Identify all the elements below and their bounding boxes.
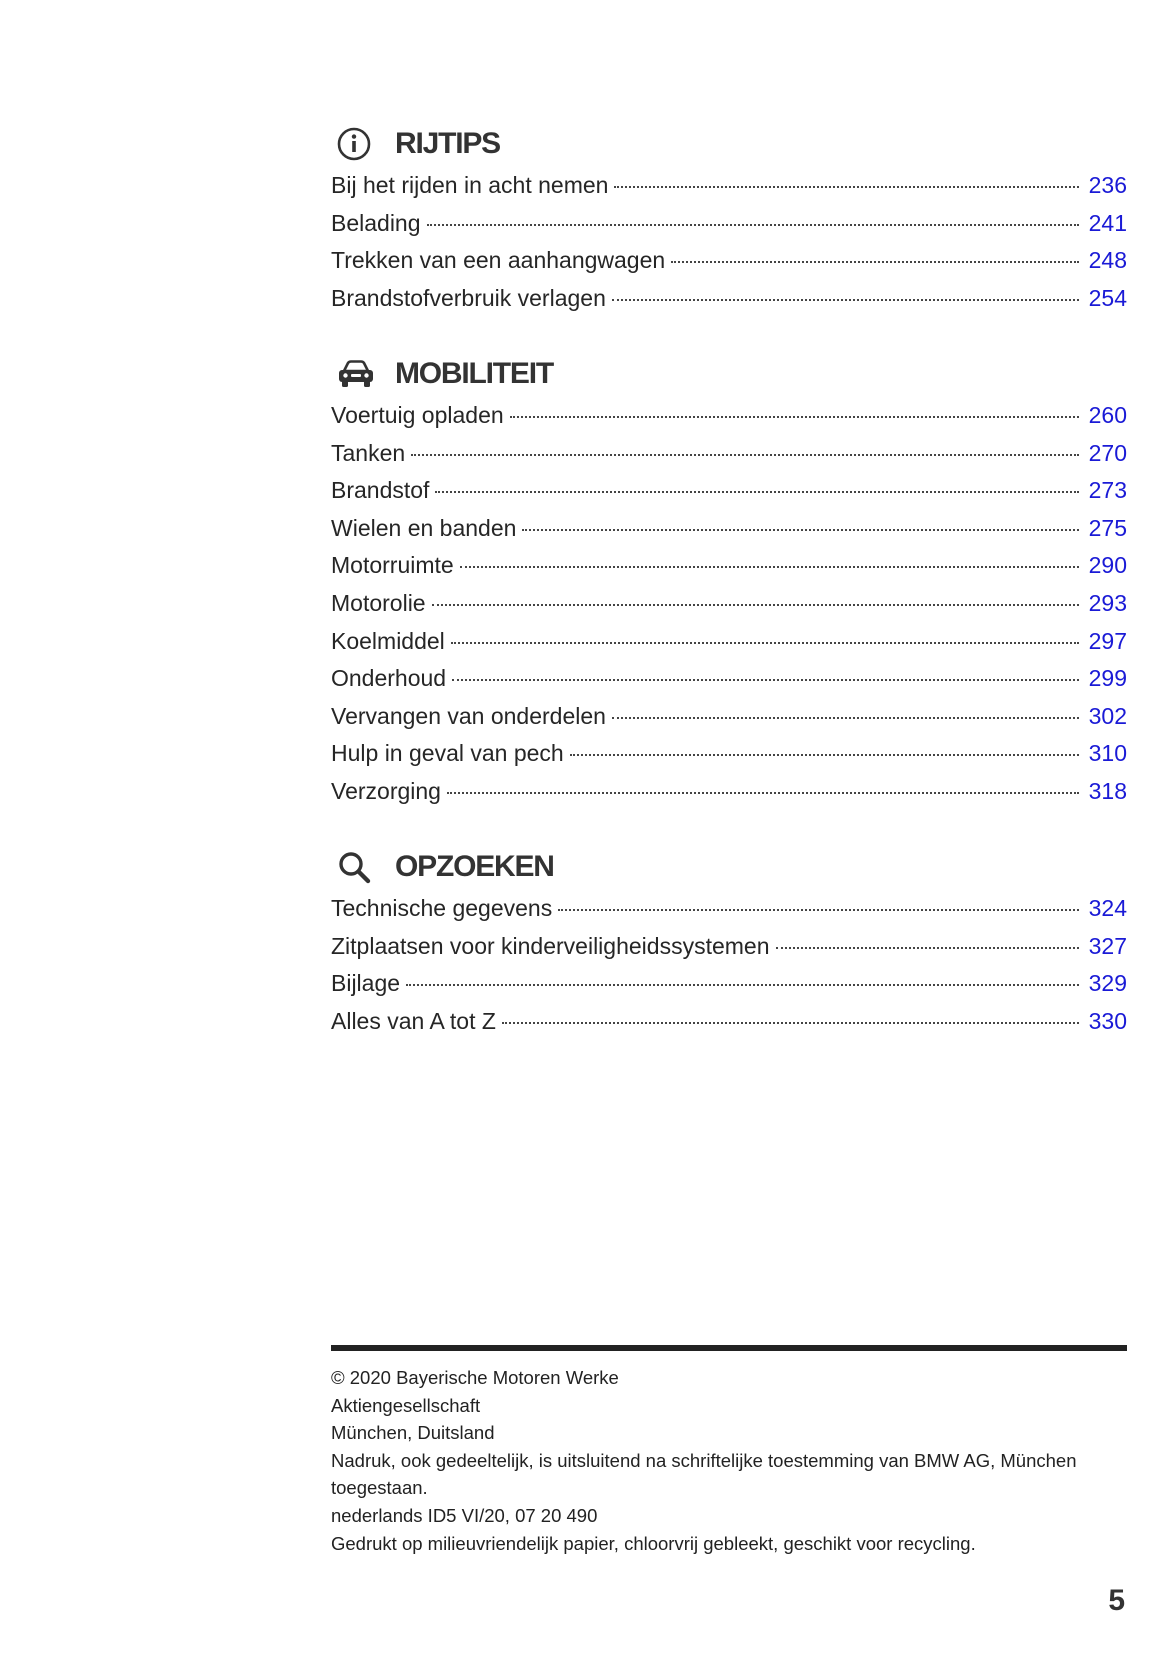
toc-page-link[interactable]: 324 <box>1088 895 1127 921</box>
toc-entry[interactable] <box>331 402 1127 440</box>
toc-entry-label: Bijlage <box>331 970 401 997</box>
toc-entry-label: Technische gegevens <box>331 895 553 921</box>
leader-dots <box>558 909 1079 911</box>
toc-entry-label: Zitplaatsen voor kinderveiligheidssystemen <box>331 932 770 959</box>
toc-entry-label: Brandstof <box>331 477 430 504</box>
leader-dots <box>776 947 1080 949</box>
leader-dots <box>411 454 1079 456</box>
imprint-line: Nadruk, ook gedeeltelijk, is uitsluitend na schriftelijke toestemming van BMW AG, München toegestaan. <box>331 1449 1077 1499</box>
leader-dots <box>452 679 1079 681</box>
leader-dots <box>447 792 1079 794</box>
toc-page-link[interactable]: 248 <box>1088 247 1127 274</box>
toc-page-link[interactable]: 236 <box>1088 172 1127 198</box>
toc-entry[interactable] <box>331 590 1127 628</box>
leader-dots <box>612 299 1079 301</box>
toc-page-link[interactable]: 329 <box>1088 970 1127 997</box>
toc-entry-label: Motorolie <box>331 589 426 616</box>
imprint-line: Aktiengesellschaft <box>331 1394 481 1416</box>
toc-entry[interactable] <box>331 552 1127 590</box>
toc-entry[interactable] <box>331 1008 1127 1046</box>
toc-page-link[interactable]: 330 <box>1088 1007 1127 1034</box>
footer-divider <box>331 1345 1127 1351</box>
leader-dots <box>502 1022 1079 1024</box>
toc-entry[interactable] <box>331 740 1127 778</box>
toc-entry[interactable] <box>331 515 1127 553</box>
toc-page-link[interactable]: 302 <box>1088 702 1127 729</box>
car-icon <box>337 354 377 394</box>
section-heading-opzoeken <box>331 847 554 887</box>
search-icon <box>337 847 377 887</box>
toc-page-link[interactable]: 254 <box>1088 284 1127 311</box>
section-heading-rijtips <box>331 124 500 164</box>
toc-page-link[interactable]: 310 <box>1088 740 1127 767</box>
section-title: MOBILITEIT <box>395 357 553 390</box>
leader-dots <box>432 604 1079 606</box>
toc-entry-label: Bij het rijden in acht nemen <box>331 172 609 198</box>
toc-entry[interactable] <box>331 628 1127 666</box>
toc-entry[interactable] <box>331 895 1127 933</box>
toc-entry[interactable] <box>331 778 1127 816</box>
toc-entry-label: Vervangen van onderdelen <box>331 702 606 729</box>
leader-dots <box>614 186 1079 188</box>
toc-entry[interactable] <box>331 970 1127 1008</box>
imprint <box>331 1364 1127 1557</box>
toc-list-opzoeken <box>331 895 1127 1045</box>
toc-page-link[interactable]: 318 <box>1088 777 1127 804</box>
toc-entry-label: Onderhoud <box>331 665 447 692</box>
leader-dots <box>612 717 1079 719</box>
toc-entry-label: Hulp in geval van pech <box>331 740 564 767</box>
imprint-line: nederlands ID5 VI/20, 07 20 490 <box>331 1504 598 1526</box>
leader-dots <box>510 416 1079 418</box>
leader-dots <box>451 642 1079 644</box>
section-title: RIJTIPS <box>395 127 500 160</box>
toc-entry-label: Motorruimte <box>331 552 454 579</box>
toc-entry[interactable] <box>331 665 1127 703</box>
toc-list-mobiliteit <box>331 402 1127 816</box>
toc-page-link[interactable]: 293 <box>1088 589 1127 616</box>
toc-page-link[interactable]: 297 <box>1088 627 1127 654</box>
leader-dots <box>460 566 1079 568</box>
toc-page-link[interactable]: 260 <box>1088 402 1127 428</box>
toc-entry[interactable] <box>331 172 1127 210</box>
toc-page-link[interactable]: 327 <box>1088 932 1127 959</box>
toc-entry[interactable] <box>331 210 1127 248</box>
leader-dots <box>427 224 1079 226</box>
toc-entry-label: Wielen en banden <box>331 514 517 541</box>
leader-dots <box>435 491 1079 493</box>
toc-list-rijtips <box>331 172 1127 322</box>
toc-entry-label: Verzorging <box>331 777 441 804</box>
toc-entry[interactable] <box>331 477 1127 515</box>
toc-entry-label: Belading <box>331 209 421 236</box>
leader-dots <box>522 529 1079 531</box>
toc-entry[interactable] <box>331 247 1127 285</box>
toc-entry-label: Alles van A tot Z <box>331 1007 496 1034</box>
toc-entry-label: Koelmiddel <box>331 627 445 654</box>
toc-entry-label: Trekken van een aanhangwagen <box>331 247 666 274</box>
toc-page-link[interactable]: 275 <box>1088 514 1127 541</box>
info-icon <box>337 124 377 164</box>
leader-dots <box>570 754 1079 756</box>
leader-dots <box>406 984 1079 986</box>
toc-entry[interactable] <box>331 933 1127 971</box>
section-heading-mobiliteit <box>331 354 553 394</box>
toc-entry[interactable] <box>331 440 1127 478</box>
toc-page-link[interactable]: 270 <box>1088 439 1127 466</box>
toc-page-link[interactable]: 241 <box>1088 209 1127 236</box>
toc-page-link[interactable]: 290 <box>1088 552 1127 579</box>
toc-entry[interactable] <box>331 703 1127 741</box>
imprint-line: München, Duitsland <box>331 1422 495 1444</box>
imprint-line: Gedrukt op milieuvriendelijk papier, chloorvrij gebleekt, geschikt voor recycling. <box>331 1532 976 1554</box>
toc-page-link[interactable]: 299 <box>1088 665 1127 692</box>
toc-entry-label: Brandstofverbruik verlagen <box>331 284 606 311</box>
toc-page-link[interactable]: 273 <box>1088 477 1127 504</box>
toc-entry-label: Tanken <box>331 439 406 466</box>
imprint-line: © 2020 Bayerische Motoren Werke <box>331 1367 619 1388</box>
page-number: 5 <box>1108 1584 1125 1617</box>
section-title: OPZOEKEN <box>395 850 554 883</box>
leader-dots <box>671 261 1079 263</box>
toc-entry-label: Voertuig opladen <box>331 402 504 428</box>
toc-entry[interactable] <box>331 285 1127 323</box>
